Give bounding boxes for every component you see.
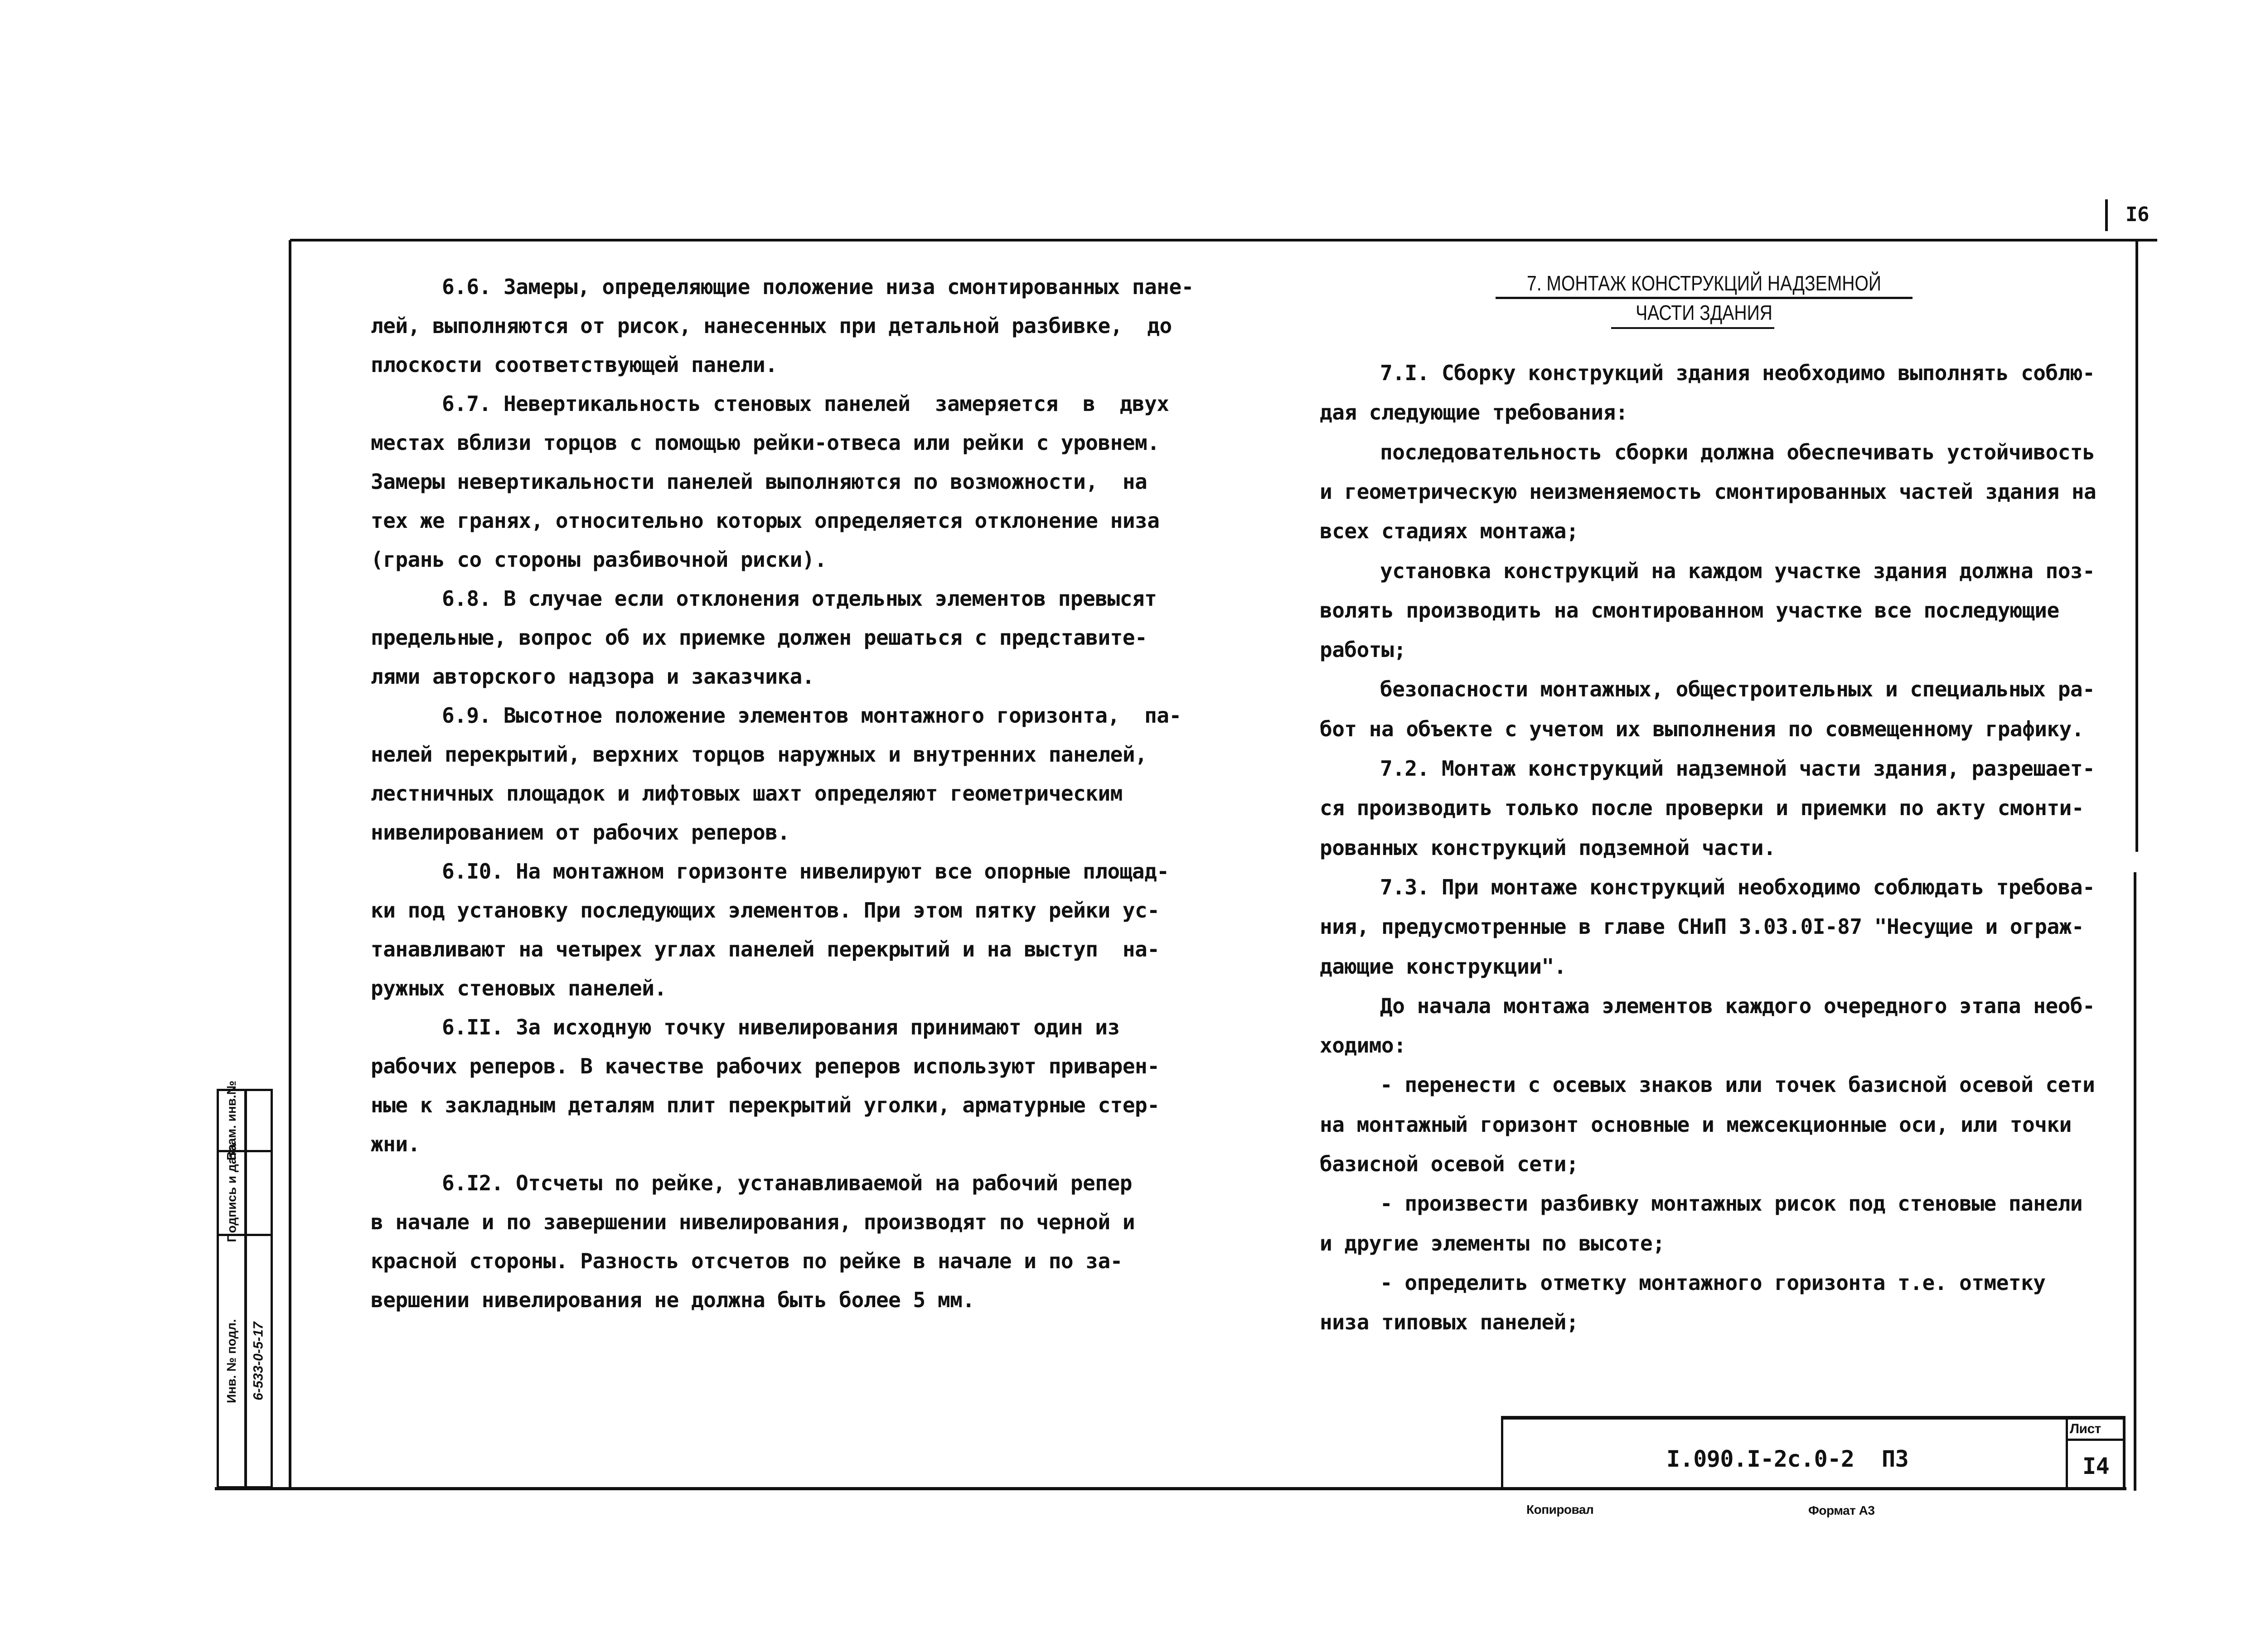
copied-label: Копировал	[1526, 1502, 1594, 1517]
section-title-line1: 7. МОНТАЖ КОНСТРУКЦИЙ НАДЗЕМНОЙ	[1526, 271, 1882, 295]
text-line: ся производить только после проверки и приемки по акту смонти-	[1320, 796, 2084, 821]
sheet-divider	[2066, 1420, 2068, 1489]
text-line: базисной осевой сети;	[1320, 1152, 1579, 1176]
text-line: жни.	[371, 1132, 420, 1156]
text-line: 7.2. Монтаж конструкций надземной части здания, разрешает-	[1380, 756, 2095, 781]
text-line: - перенести с осевых знаков или точек базисной осевой сети	[1380, 1072, 2095, 1097]
title-block	[1501, 1416, 2126, 1489]
frame-top	[290, 239, 2157, 242]
stamp-sign-value-cell	[245, 1150, 273, 1236]
stamp-inv-label-cell	[217, 1234, 247, 1488]
text-line: 6.7. Невертикальность стеновых панелей замеряется в двух	[442, 391, 1169, 416]
format-label: Формат А3	[1808, 1503, 1875, 1517]
text-line: 6.I2. Отсчеты по рейке, устанавливаемой на рабочий репер	[442, 1171, 1132, 1195]
text-line: работы;	[1320, 638, 1406, 662]
text-line: рованных конструкций подземной части.	[1320, 835, 1776, 860]
text-line: танавливают на четырех углах панелей перекрытий и на выступ на-	[371, 937, 1160, 961]
text-line: бот на объекте с учетом их выполнения по совмещенному графику.	[1320, 716, 2084, 741]
text-line: волять производить на смонтированном участке все последующие	[1320, 598, 2059, 623]
text-line: последовательность сборки должна обеспечивать устойчивость	[1380, 440, 2095, 464]
page-number-tick	[2105, 199, 2108, 231]
title-underline-1	[1496, 297, 1913, 299]
text-line: лестничных площадок и лифтовых шахт определяют геометрическим	[371, 781, 1123, 806]
text-line: 6.6. Замеры, определяющие положение низа смонтированных пане-	[442, 275, 1194, 299]
frame-right-lower	[2134, 872, 2136, 1491]
stamp-inv-label: Инв. № подл.	[224, 1319, 239, 1403]
stamp-sign-label: Подпись и дата	[224, 1144, 239, 1242]
text-line: ные к закладным деталям плит перекрытий уголки, арматурные стер-	[371, 1093, 1160, 1117]
text-line: нивелированием от рабочих реперов.	[371, 820, 790, 845]
stamp-sign-label-cell	[217, 1144, 247, 1242]
text-line: низа типовых панелей;	[1320, 1310, 1579, 1335]
text-line: 6.8. В случае если отклонения отдельных элементов превысят	[442, 586, 1157, 611]
sheet-label-divider	[2066, 1439, 2125, 1441]
text-line: рабочих реперов. В качестве рабочих реперов используют приварен-	[371, 1054, 1160, 1078]
document-code: I.090.I-2c.0-2	[1666, 1446, 1854, 1472]
text-line: и другие элементы по высоте;	[1320, 1231, 1665, 1256]
title-underline-2	[1611, 327, 1774, 329]
text-line: 6.9. Высотное положение элементов монтажного горизонта, па-	[442, 703, 1181, 728]
text-line: на монтажный горизонт основные и межсекционные оси, или точки	[1320, 1112, 2072, 1137]
text-line: 6.I0. На монтажном горизонте нивелируют все опорные площад-	[442, 859, 1169, 884]
text-line: ки под установку последующих элементов. При этом пятку рейки ус-	[371, 898, 1160, 923]
text-line: (грань со стороны разбивочной риски).	[371, 547, 827, 572]
sheet-label: Лист	[2070, 1421, 2101, 1436]
text-line: установка конструкций на каждом участке здания должна поз-	[1380, 558, 2095, 583]
text-line: лей, выполняются от рисок, нанесенных при детальной разбивке, до	[371, 314, 1172, 338]
text-line: Замеры невертикальности панелей выполняются по возможности, на	[371, 469, 1148, 494]
section-title-line2: ЧАСТИ ЗДАНИЯ	[1636, 301, 1772, 324]
document-type: ПЗ	[1882, 1446, 1909, 1472]
text-line: нелей перекрытий, верхних торцов наружных и внутренних панелей,	[371, 742, 1148, 767]
text-line: ния, предусмотренные в главе СНиП 3.03.0I-87 "Несущие и ограж-	[1320, 914, 2084, 939]
text-line: До начала монтажа элементов каждого очередного этапа необ-	[1380, 993, 2095, 1018]
text-line: безопасности монтажных, общестроительных и специальных ра-	[1380, 677, 2095, 702]
text-line: 7.I. Сборку конструкций здания необходимо выполнять соблю-	[1380, 361, 2095, 385]
frame-right-upper	[2135, 240, 2138, 852]
text-line: плоскости соответствующей панели.	[371, 353, 778, 377]
text-line: в начале и по завершении нивелирования, производят по черной и	[371, 1210, 1135, 1234]
text-line: всех стадиях монтажа;	[1320, 519, 1579, 544]
stamp-replace-value-cell	[245, 1089, 273, 1152]
stamp-inv-value: 6-533-0-5-17	[251, 1322, 266, 1401]
text-line: красной стороны. Разность отсчетов по рейке в начале и по за-	[371, 1249, 1123, 1273]
text-line: 6.II. За исходную точку нивелирования принимают один из	[442, 1015, 1120, 1039]
text-line: лями авторского надзора и заказчика.	[371, 664, 814, 689]
stamp-inv-value-cell	[245, 1234, 273, 1488]
text-line: дающие конструкции".	[1320, 954, 1566, 979]
text-line: и геометрическую неизменяемость смонтированных частей здания на	[1320, 479, 2097, 504]
text-line: предельные, вопрос об их приемке должен решаться с представите-	[371, 625, 1148, 650]
text-line: вершении нивелирования не должна быть более 5 мм.	[371, 1288, 975, 1312]
text-line: местах вблизи торцов с помощью рейки-отвеса или рейки с уровнем.	[371, 430, 1160, 455]
text-line: - определить отметку монтажного горизонта т.е. отметку	[1380, 1270, 2046, 1295]
stamp-replace-label-cell	[217, 1081, 247, 1160]
page-number: I6	[2126, 203, 2149, 226]
text-line: ходимо:	[1320, 1033, 1406, 1058]
text-line: дая следующие требования:	[1320, 400, 1628, 425]
text-line: ружных стеновых панелей.	[371, 976, 667, 1000]
text-line: - произвести разбивку монтажных рисок под стеновые панели	[1380, 1191, 2083, 1216]
text-line: тех же гранях, относительно которых определяется отклонение низа	[371, 508, 1160, 533]
sheet-number: I4	[2082, 1453, 2110, 1479]
frame-left	[289, 240, 291, 1490]
text-line: 7.3. При монтаже конструкций необходимо соблюдать требова-	[1380, 874, 2095, 899]
stamp-replace-label: Взам. инв.№	[224, 1081, 239, 1160]
